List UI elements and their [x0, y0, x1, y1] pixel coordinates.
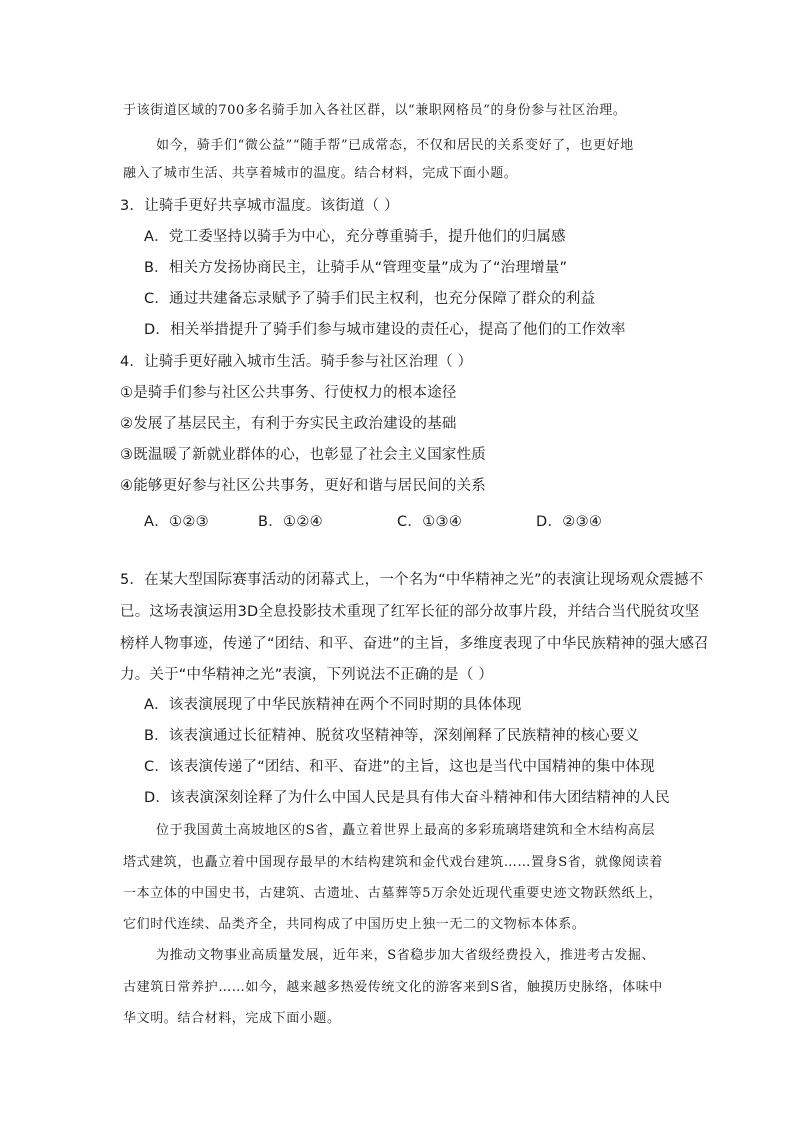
material1-line: 于该街道区域的700多名骑手加入各社区群，以“兼职网格员”的身份参与社区治理。 [123, 103, 627, 118]
q5-stem-line: 5．在某大型国际赛事活动的闭幕式上，一个名为“中华精神之光”的表演让现场观众震撼不 [120, 572, 704, 588]
q3-option-b: B．相关方发扬协商民主，让骑手从“管理变量”成为了“治理增量” [144, 260, 568, 276]
q4-item-3: ③既温暖了新就业群体的心，也彰显了社会主义国家性质 [120, 447, 486, 463]
q3-stem: 3．让骑手更好共享城市温度。该街道（ ） [120, 198, 399, 214]
q4-item-4: ④能够更好参与社区公共事务，更好和谐与居民间的关系 [120, 478, 486, 494]
q4-choice-a: A．①②③ [144, 514, 209, 530]
q4-choices [0, 510, 794, 528]
q3-option-a: A．党工委坚持以骑手为中心，充分尊重骑手，提升他们的归属感 [144, 229, 566, 245]
q5-stem-line: 已。这场表演运用3D全息投影技术重现了红军长征的部分故事片段，并结合当代脱贫攻坚 [120, 604, 700, 620]
material2-line: 一本立体的中国史书，古建筑、古遗址、古墓葬等5万余处近现代重要史迹文物跃然纸上， [123, 886, 663, 901]
material1-line: 如今，骑手们“微公益”“随手帮”已成常态，不仅和居民的关系变好了，也更好地 [156, 138, 634, 153]
q3-option-d: D．相关举措提升了骑手们参与城市建设的责任心，提高了他们的工作效率 [144, 322, 626, 338]
q3-option-c: C．通过共建备忘录赋予了骑手们民主权利，也充分保障了群众的利益 [144, 291, 596, 307]
material2-line: 华文明。结合材料，完成下面小题。 [123, 1011, 341, 1026]
q4-item-1: ①是骑手们参与社区公共事务、行使权力的根本途径 [120, 385, 457, 401]
material2-line: 位于我国黄土高坡地区的S省，矗立着世界上最高的多彩琉璃塔建筑和全木结构高层 [156, 823, 656, 838]
q4-stem: 4．让骑手更好融入城市生活。骑手参与社区治理（ ） [120, 354, 473, 370]
q5-stem-line: 力。关于“中华精神之光”表演，下列说法不正确的是（ ） [120, 667, 494, 683]
q4-choice-b: B．①②④ [258, 514, 323, 530]
material1-line: 融入了城市生活、共享着城市的温度。结合材料，完成下面小题。 [123, 166, 518, 181]
q5-option-a: A．该表演展现了中华民族精神在两个不同时期的具体体现 [144, 697, 522, 713]
q5-option-c: C．该表演传递了“团结、和平、奋进”的主旨，这也是当代中国精神的集中体现 [144, 759, 655, 775]
q5-option-d: D．该表演深刻诠释了为什么中国人民是具有伟大奋斗精神和伟大团结精神的人民 [144, 790, 670, 806]
material2-line: 为推动文物事业高质量发展，近年来，S省稳步加大省级经费投入，推进考古发掘、 [156, 948, 656, 963]
q4-item-2: ②发展了基层民主，有利于夯实民主政治建设的基础 [120, 416, 457, 432]
material2-line: 塔式建筑，也矗立着中国现存最早的木结构建筑和金代戏台建筑……置身S省，就像阅读着 [123, 855, 663, 870]
q4-choice-c: C．①③④ [397, 514, 463, 530]
material2-line: 它们时代连续、品类齐全，共同构成了中国历史上独一无二的文物标本体系。 [123, 917, 586, 932]
q5-stem-line: 榜样人物事迹，传递了“团结、和平、奋进”的主旨，多维度表现了中华民族精神的强大感召 [120, 636, 709, 652]
q5-option-b: B．该表演通过长征精神、脱贫攻坚精神等，深刻阐释了民族精神的核心要义 [144, 728, 640, 744]
material2-line: 古建筑日常养护……如今，越来越多热爱传统文化的游客来到S省，触摸历史脉络，体味中 [123, 980, 663, 995]
q4-choice-d: D．②③④ [536, 514, 603, 530]
